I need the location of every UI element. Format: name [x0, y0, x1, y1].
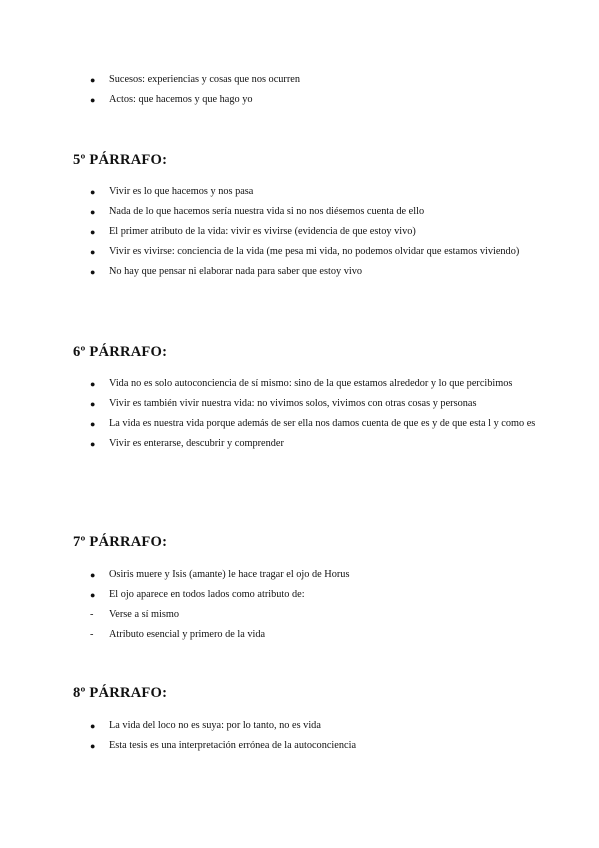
list-item-text: La vida del loco no es suya: por lo tanto, no es vida — [109, 720, 321, 731]
list-item-text: Vida no es solo autoconciencia de sí mismo: sino de la que estamos alrededor y lo que percibimos — [109, 378, 513, 389]
bullet-marker: ● — [90, 439, 96, 449]
list-item — [0, 585, 599, 605]
bullet-marker: ● — [90, 247, 96, 257]
bullet-marker: ● — [90, 590, 96, 600]
section-bullet-list — [0, 716, 599, 756]
section-heading: 8º PÁRRAFO: — [73, 685, 168, 701]
list-item — [0, 70, 599, 90]
bullet-marker: ● — [90, 379, 96, 389]
list-item — [0, 565, 599, 585]
bullet-marker: ● — [90, 419, 96, 429]
list-item-text: Vivir es también vivir nuestra vida: no vivimos solos, vivimos con otras cosas y personas — [109, 398, 477, 409]
bullet-marker: ● — [90, 267, 96, 277]
dash-list-item — [0, 625, 599, 645]
bullet-marker: ● — [90, 95, 96, 105]
list-item — [0, 262, 599, 282]
bullet-marker: ● — [90, 741, 96, 751]
list-item-text: Vivir es enterarse, descubrir y comprender — [109, 438, 284, 449]
bullet-marker: ● — [90, 570, 96, 580]
list-item-text: El primer atributo de la vida: vivir es vivirse (evidencia de que estoy vivo) — [109, 226, 416, 237]
list-item — [0, 202, 599, 222]
bullet-marker: ● — [90, 187, 96, 197]
list-item-text: No hay que pensar ni elaborar nada para saber que estoy vivo — [109, 266, 363, 277]
list-item-text: El ojo aparece en todos lados como atributo de: — [109, 589, 305, 600]
bullet-marker: ● — [90, 75, 96, 85]
section-heading: 7º PÁRRAFO: — [73, 534, 168, 550]
dash-list-item — [0, 605, 599, 625]
dash-marker: - — [90, 609, 94, 620]
section-bullet-list — [0, 565, 599, 645]
section-bullet-list — [0, 374, 599, 454]
bullet-marker: ● — [90, 227, 96, 237]
bullet-marker: ● — [90, 399, 96, 409]
section-heading: 5º PÁRRAFO: — [73, 152, 168, 168]
list-item — [0, 222, 599, 242]
dash-marker: - — [90, 629, 94, 640]
list-item — [0, 90, 599, 110]
list-item — [0, 434, 599, 454]
list-item-text: Vivir es vivirse: conciencia de la vida (me pesa mi vida, no podemos olvidar que estamos viviendo) — [109, 246, 520, 257]
intro-bullet-list — [0, 70, 599, 110]
list-item — [0, 182, 599, 202]
list-item — [0, 736, 599, 756]
list-item — [0, 374, 599, 394]
list-item — [0, 716, 599, 736]
bullet-marker: ● — [90, 721, 96, 731]
list-item — [0, 394, 599, 414]
list-item-text: Osiris muere y Isis (amante) le hace tragar el ojo de Horus — [109, 569, 350, 580]
list-item-text: Nada de lo que hacemos sería nuestra vida si no nos diésemos cuenta de ello — [109, 206, 425, 217]
bullet-marker: ● — [90, 207, 96, 217]
list-item — [0, 242, 599, 262]
list-item-text: Sucesos: experiencias y cosas que nos ocurren — [109, 74, 301, 85]
list-item-text: Vivir es lo que hacemos y nos pasa — [109, 186, 254, 197]
list-item-text: La vida es nuestra vida porque además de ser ella nos damos cuenta de que es y de que esta l y como es — [109, 418, 536, 429]
list-item — [0, 414, 599, 434]
list-item-text: Actos: que hacemos y que hago yo — [109, 94, 253, 105]
section-heading: 6º PÁRRAFO: — [73, 344, 168, 360]
section-bullet-list — [0, 182, 599, 282]
list-item-text: Verse a sí mismo — [109, 609, 180, 620]
list-item-text: Esta tesis es una interpretación errónea de la autoconciencia — [109, 740, 357, 751]
list-item-text: Atributo esencial y primero de la vida — [109, 629, 266, 640]
